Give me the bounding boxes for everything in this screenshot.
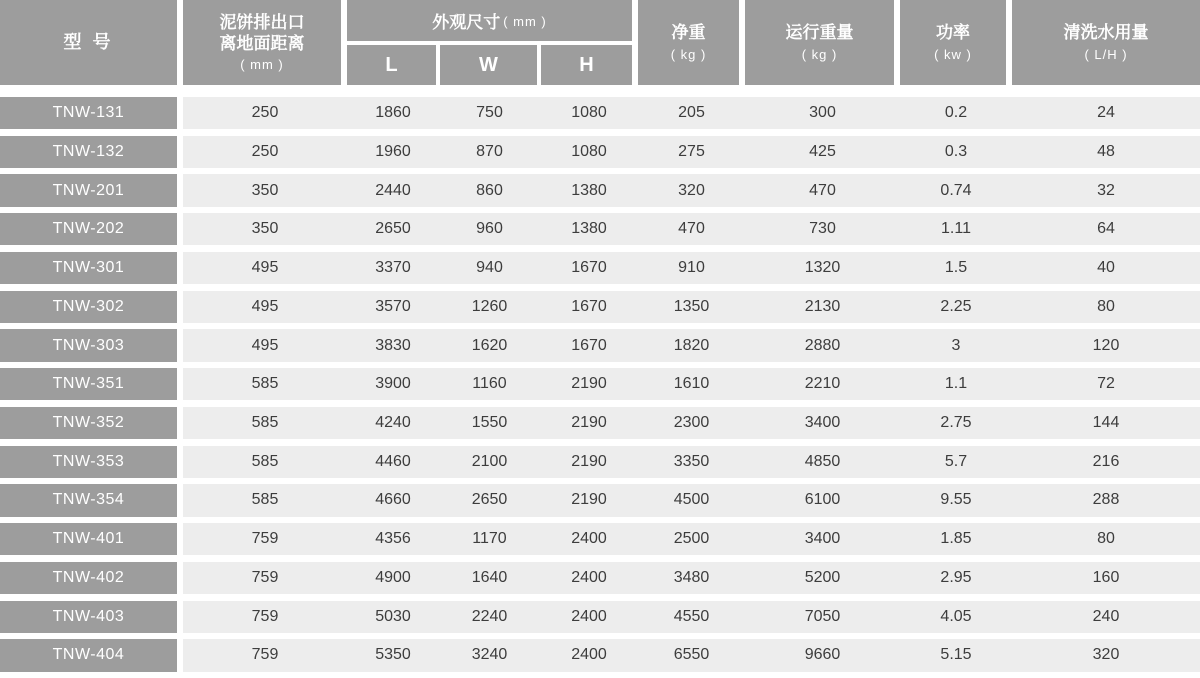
model-cell: TNW-132	[0, 136, 177, 168]
cell-net: 1350	[673, 297, 710, 315]
cell-l: 5030	[375, 607, 411, 625]
cell-distance: 759	[251, 568, 279, 586]
cell-distance: 585	[251, 491, 279, 509]
cell-w: 860	[476, 181, 503, 199]
header-dimensions-unit: ( mm )	[503, 14, 547, 29]
cell-h: 1080	[571, 104, 607, 122]
cell-l: 5350	[375, 646, 411, 664]
table-row	[0, 601, 1200, 640]
cell-wash: 120	[1092, 336, 1120, 354]
cell-net: 205	[678, 104, 705, 122]
header-power-unit: ( kw )	[934, 46, 972, 62]
row-band	[183, 446, 1200, 478]
header-model-label: 型 号	[63, 32, 114, 53]
cell-power: 4.05	[940, 607, 972, 625]
table-rows	[0, 97, 1200, 678]
cell-power: 2.25	[940, 297, 972, 315]
cell-w: 870	[476, 142, 503, 160]
row-band	[183, 407, 1200, 439]
cell-w: 2240	[471, 607, 508, 625]
cell-distance: 250	[251, 142, 279, 160]
row-band	[183, 291, 1200, 323]
model-cell: TNW-353	[0, 446, 177, 478]
table-row	[0, 368, 1200, 407]
model-cell: TNW-303	[0, 329, 177, 361]
cell-net: 470	[678, 220, 705, 238]
table-row	[0, 484, 1200, 523]
table-row	[0, 562, 1200, 601]
header-discharge-distance	[183, 0, 341, 85]
table-row	[0, 407, 1200, 446]
cell-wash: 216	[1092, 452, 1120, 470]
cell-w: 940	[476, 259, 503, 277]
cell-h: 1670	[571, 259, 607, 277]
table-row	[0, 291, 1200, 330]
cell-h: 1670	[571, 336, 607, 354]
row-band	[183, 562, 1200, 594]
cell-distance: 495	[251, 336, 279, 354]
row-band	[183, 136, 1200, 168]
cell-run: 5200	[804, 568, 841, 586]
cell-power: 3	[951, 336, 961, 354]
model-cell: TNW-301	[0, 252, 177, 284]
cell-power: 9.55	[940, 491, 972, 509]
cell-w: 2100	[471, 452, 508, 470]
cell-h: 1380	[571, 181, 607, 199]
cell-l: 2440	[375, 181, 411, 199]
row-band	[183, 213, 1200, 245]
header-dimensions-subrow	[347, 45, 632, 85]
cell-l: 4900	[375, 568, 411, 586]
header-power	[900, 0, 1006, 85]
model-cell: TNW-201	[0, 174, 177, 206]
cell-net: 3350	[673, 452, 710, 470]
cell-h: 2400	[571, 530, 607, 548]
cell-run: 1320	[804, 259, 841, 277]
cell-l: 3830	[375, 336, 411, 354]
table-row	[0, 252, 1200, 291]
cell-h: 2190	[571, 375, 607, 393]
header-wash-water-unit: ( L/H )	[1084, 46, 1128, 62]
cell-power: 2.95	[940, 568, 972, 586]
cell-wash: 80	[1097, 530, 1115, 548]
row-band	[183, 639, 1200, 671]
cell-net: 275	[678, 142, 705, 160]
header-dim-l: L	[347, 45, 436, 85]
row-band	[183, 252, 1200, 284]
cell-h: 2400	[571, 646, 607, 664]
table-row	[0, 329, 1200, 368]
cell-run: 470	[809, 181, 836, 199]
cell-h: 1670	[571, 297, 607, 315]
cell-power: 5.15	[940, 646, 972, 664]
cell-run: 2130	[804, 297, 841, 315]
cell-run: 9660	[804, 646, 841, 664]
cell-distance: 759	[251, 607, 279, 625]
cell-distance: 495	[251, 259, 279, 277]
cell-h: 1380	[571, 220, 607, 238]
cell-l: 3370	[375, 259, 411, 277]
cell-wash: 80	[1097, 297, 1115, 315]
cell-power: 2.75	[940, 413, 972, 431]
header-distance-line1: 泥饼排出口	[219, 12, 305, 32]
header-dim-h: H	[541, 45, 632, 85]
cell-l: 3570	[375, 297, 411, 315]
header-distance-unit: ( mm )	[240, 57, 284, 73]
row-band	[183, 523, 1200, 555]
cell-net: 4500	[673, 491, 710, 509]
model-cell: TNW-354	[0, 484, 177, 516]
cell-run: 300	[809, 104, 836, 122]
cell-net: 1820	[673, 336, 710, 354]
cell-net: 1610	[673, 375, 710, 393]
row-band	[183, 484, 1200, 516]
cell-distance: 350	[251, 181, 279, 199]
row-band	[183, 329, 1200, 361]
cell-l: 4660	[375, 491, 411, 509]
cell-net: 320	[678, 181, 705, 199]
cell-l: 1960	[375, 142, 411, 160]
model-cell: TNW-302	[0, 291, 177, 323]
header-wash-water	[1012, 0, 1200, 85]
cell-distance: 585	[251, 452, 279, 470]
header-wash-water-label: 清洗水用量	[1063, 23, 1149, 43]
model-cell: TNW-352	[0, 407, 177, 439]
header-power-label: 功率	[936, 23, 970, 43]
header-model	[0, 0, 177, 85]
cell-net: 3480	[673, 568, 710, 586]
cell-l: 4240	[375, 413, 411, 431]
header-dimensions-label: 外观尺寸	[432, 13, 501, 32]
cell-net: 2500	[673, 530, 710, 548]
cell-h: 2400	[571, 607, 607, 625]
cell-w: 1620	[471, 336, 508, 354]
row-band	[183, 601, 1200, 633]
cell-distance: 250	[251, 104, 279, 122]
table-row	[0, 213, 1200, 252]
cell-w: 1640	[471, 568, 508, 586]
cell-run: 3400	[804, 413, 841, 431]
cell-power: 5.7	[944, 452, 968, 470]
row-band	[183, 97, 1200, 129]
cell-power: 0.3	[944, 142, 968, 160]
cell-net: 6550	[673, 646, 710, 664]
cell-run: 2880	[804, 336, 841, 354]
model-cell: TNW-404	[0, 639, 177, 671]
cell-w: 3240	[471, 646, 508, 664]
model-cell: TNW-402	[0, 562, 177, 594]
cell-distance: 495	[251, 297, 279, 315]
cell-w: 1260	[471, 297, 508, 315]
cell-h: 2190	[571, 452, 607, 470]
header-dimensions-group	[347, 0, 632, 85]
cell-power: 0.2	[944, 104, 968, 122]
cell-w: 960	[476, 220, 503, 238]
cell-run: 7050	[804, 607, 841, 625]
cell-net: 910	[678, 259, 705, 277]
cell-distance: 759	[251, 530, 279, 548]
cell-wash: 48	[1097, 142, 1115, 160]
cell-power: 1.5	[944, 259, 968, 277]
cell-net: 2300	[673, 413, 710, 431]
cell-l: 2650	[375, 220, 411, 238]
cell-wash: 240	[1092, 607, 1120, 625]
cell-wash: 24	[1097, 104, 1115, 122]
cell-l: 4460	[375, 452, 411, 470]
cell-run: 730	[809, 220, 836, 238]
cell-power: 1.1	[944, 375, 968, 393]
cell-h: 2400	[571, 568, 607, 586]
header-running-weight-unit: ( kg )	[801, 46, 838, 62]
cell-distance: 759	[251, 646, 279, 664]
cell-run: 2210	[804, 375, 841, 393]
cell-wash: 320	[1092, 646, 1120, 664]
cell-run: 425	[809, 142, 836, 160]
table-row	[0, 97, 1200, 136]
cell-w: 2650	[471, 491, 508, 509]
cell-w: 1160	[472, 375, 507, 393]
table-row	[0, 136, 1200, 175]
cell-run: 6100	[804, 491, 841, 509]
header-dimensions-title	[347, 0, 632, 41]
header-net-weight-unit: ( kg )	[670, 46, 707, 62]
cell-net: 4550	[673, 607, 710, 625]
table-row	[0, 446, 1200, 485]
cell-h: 1080	[571, 142, 607, 160]
cell-h: 2190	[571, 491, 607, 509]
cell-power: 1.11	[941, 220, 971, 238]
header-dim-w: W	[440, 45, 537, 85]
cell-wash: 144	[1092, 413, 1120, 431]
cell-power: 1.85	[940, 530, 972, 548]
cell-run: 3400	[804, 530, 841, 548]
table-header	[0, 0, 1200, 85]
cell-wash: 160	[1092, 568, 1120, 586]
header-net-weight-label: 净重	[671, 23, 706, 43]
cell-distance: 585	[251, 413, 279, 431]
header-net-weight	[638, 0, 739, 85]
model-cell: TNW-202	[0, 213, 177, 245]
cell-distance: 350	[251, 220, 279, 238]
cell-l: 3900	[375, 375, 411, 393]
cell-l: 4356	[375, 530, 411, 548]
cell-wash: 72	[1097, 375, 1115, 393]
header-distance-line2: 离地面距离	[219, 33, 305, 53]
cell-power: 0.74	[940, 181, 972, 199]
row-band	[183, 368, 1200, 400]
model-cell: TNW-351	[0, 368, 177, 400]
cell-h: 2190	[571, 413, 607, 431]
table-row	[0, 523, 1200, 562]
cell-wash: 288	[1092, 491, 1120, 509]
table-row	[0, 174, 1200, 213]
header-running-weight-label: 运行重量	[785, 23, 854, 43]
model-cell: TNW-403	[0, 601, 177, 633]
cell-w: 750	[476, 104, 503, 122]
cell-wash: 40	[1097, 259, 1115, 277]
cell-distance: 585	[251, 375, 279, 393]
table-row	[0, 639, 1200, 678]
cell-l: 1860	[375, 104, 411, 122]
cell-w: 1550	[471, 413, 508, 431]
cell-wash: 32	[1097, 181, 1115, 199]
cell-run: 4850	[804, 452, 841, 470]
cell-wash: 64	[1097, 220, 1115, 238]
model-cell: TNW-401	[0, 523, 177, 555]
cell-w: 1170	[472, 530, 507, 548]
header-running-weight	[745, 0, 894, 85]
row-band	[183, 174, 1200, 206]
model-cell: TNW-131	[0, 97, 177, 129]
